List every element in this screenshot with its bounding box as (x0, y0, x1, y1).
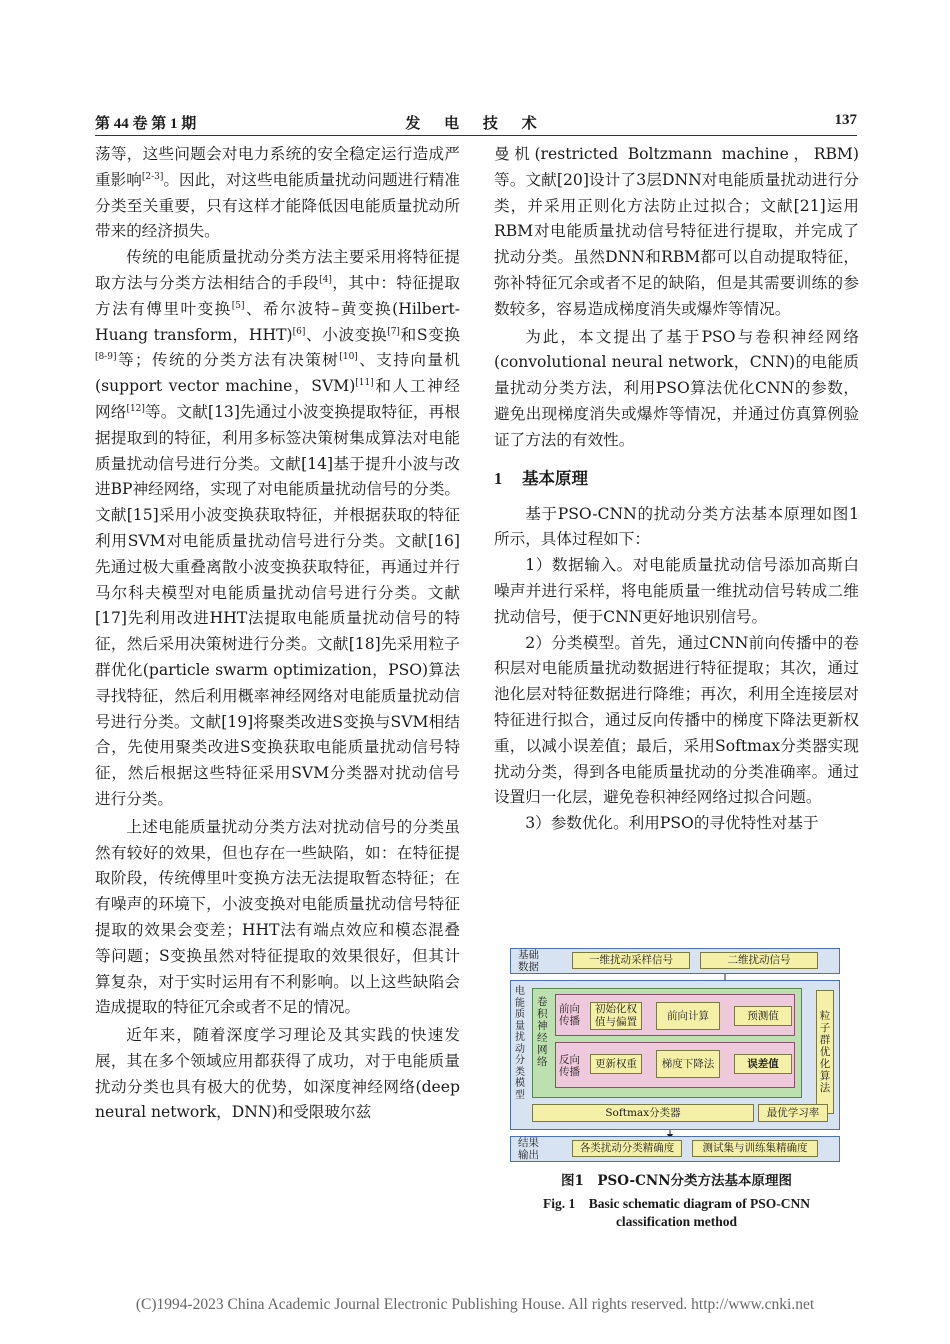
best-lr-box: 最优学习率 (758, 1104, 828, 1122)
paragraph: 传统的电能质量扰动分类方法主要采用将特征提取方法与分类方法相结合的手段[4]，其中：特征提取方法有傅里叶变换[5]、希尔波特–黄变换(Hilbert-Huang transform，HHT)[6]、小波变换[7]和S变换[8-9]等；传统的分类方法有决策树[10]、支持向量机(support vector machine，SVM)[11]和人工神经网络[12]等。文献[13]先通过小波变换提取特征，再根据提取到的特征，利用多标签决策树集成算法对电能质量扰动信号进行分类。文献[14]基于提升小波与改进BP神经网络，实现了对电能质量扰动信号的分类。文献[15]采用小波变换获取特征，并根据获取的特征利用SVM对电能质量扰动信号进行分类。文献[16]先通过极大重叠离散小波变换获取特征，再通过并行马尔科夫模型对电能质量扰动信号进行分类。文献[17]先利用改进HHT法提取电能质量扰动信号的特征，然后采用决策树进行分类。文献[18]先采用粒子群优化(particle swarm optimization，PSO)算法寻找特征，然后利用概率神经网络对电能质量扰动信号进行分类。文献[19]将聚类改进S变换与SVM相结合，先使用聚类改进S变换获取电能质量扰动信号特征，然后根据这些特征采用SVM分类器对扰动信号进行分类。 (95, 248, 461, 808)
softmax-box: Softmax分类器 (532, 1104, 754, 1122)
pso-box: 粒子群优化算法 (816, 990, 834, 1114)
left-column (95, 142, 460, 1126)
paragraph: 为此，本文提出了基于PSO与卷积神经网络(convolutional neural network，CNN)的电能质量扰动分类方法，利用PSO算法优化CNN的参数，避免出现梯度消失或爆炸等情况，并通过仿真算例验证了方法的有效性。 (494, 327, 859, 449)
accuracy-test-train-box: 测试集与训练集精确度 (692, 1140, 818, 1157)
model-layer-label: 电能质量扰动分类模型 (515, 986, 525, 1101)
paragraph: 3）参数优化。利用PSO的寻优特性对基于 (525, 814, 819, 833)
figure-caption-en: Fig. 1 Basic schematic diagram of PSO-CNN (543, 1196, 810, 1211)
figure-caption-en-2: classification method (615, 1214, 738, 1229)
backward-label: 反向传播 (559, 1054, 580, 1078)
paragraph: 近年来，随着深度学习理论及其实践的快速发展，其在多个领域应用都获得了成功，对于电能质量扰动分类也具有极大的优势，如深度神经网络(deep neural network，DNN)和受限玻尔兹 (95, 1026, 460, 1122)
prediction-box: 预测值 (734, 1006, 792, 1026)
page-number: 137 (834, 112, 857, 128)
update-weights-box: 更新权重 (590, 1054, 642, 1074)
forward-calc-box: 前向计算 (656, 1002, 720, 1030)
paragraph: 2）分类模型。首先，通过CNN前向传播中的卷积层对电能质量扰动数据进行特征提取；其次，通过池化层对特征数据进行降维；再次，利用全连接层对特征进行拟合，通过反向传播中的梯度下降法更新权重，以减小误差值；最后，采用Softmax分类器实现扰动分类，得到各电能质量扰动的分类准确率。通过设置归一化层，避免卷积神经网络过拟合问题。 (494, 633, 859, 807)
right-column (494, 142, 859, 837)
input-layer-label: 基础数据 (518, 949, 539, 973)
paragraph: 上述电能质量扰动分类方法对扰动信号的分类虽然有较好的效果，但也存在一些缺陷，如：在特征提取阶段，传统傅里叶变换方法无法提取暂态特征；在有噪声的环境下，小波变换对电能质量扰动信号特征提取的效果会变差；HHT法有端点效应和模态混叠等问题；S变换虽然对特征提取的效果很好，但其计算复杂，对于实时运用有不利影响。以上这些缺陷会造成提取的特征冗余或者不足的情况。 (95, 817, 460, 1017)
one-d-signal-box: 一维扰动采样信号 (572, 952, 690, 969)
figure-diagram (510, 944, 840, 1162)
section-title: 基本原理 (522, 468, 588, 488)
page-header (95, 112, 857, 134)
cnn-label: 卷积神经网络 (537, 996, 548, 1068)
error-box: 误差值 (734, 1054, 792, 1074)
accuracy-per-class-box: 各类扰动分类精确度 (572, 1140, 682, 1157)
two-d-signal-box: 二维扰动信号 (700, 952, 818, 969)
paragraph: 基于PSO-CNN的扰动分类方法基本原理如图1所示，具体过程如下： (494, 504, 859, 549)
journal-title: 发 电 技 术 (405, 116, 547, 132)
output-layer-label: 结果输出 (518, 1137, 539, 1161)
gradient-descent-box: 梯度下降法 (656, 1050, 720, 1078)
paragraph: 曼机(restricted Boltzmann machine，RBM)等。文献[20]设计了3层DNN对电能质量扰动进行分类，并采用正则化方法防止过拟合；文献[21]运用RBM对电能质量扰动信号特征进行提取，并完成了扰动分类。虽然DNN和RBM都可以自动提取特征，弥补特征冗余或者不足的缺陷，但是其需要训练的参数较多，容易造成梯度消失或爆炸等情况。 (494, 145, 859, 318)
paragraph: 荡等，这些问题会对电力系统的安全稳定运行造成严重影响[2-3]。因此，对这些电能质量扰动问题进行精准分类至关重要，只有这样才能降低因电能质量扰动所带来的经济损失。 (95, 145, 460, 241)
section-number: 1 (494, 468, 503, 488)
forward-label: 前向传播 (559, 1003, 580, 1027)
issue-label: 第 44 卷 第 1 期 (95, 116, 197, 132)
paragraph: 1）数据输入。对电能质量扰动信号添加高斯白噪声并进行采样，将电能质量一维扰动信号转成二维扰动信号，便于CNN更好地识别信号。 (494, 556, 859, 626)
init-weights-box: 初始化权值与偏置 (590, 1002, 642, 1030)
header-rule (95, 135, 857, 136)
section-heading (494, 464, 859, 494)
copyright-footer: (C)1994-2023 China Academic Journal Electronic Publishing House. All rights reserved. http://www.cnki.net (135, 1296, 815, 1313)
figure-caption-cn: 图1 PSO-CNN分类方法基本原理图 (560, 1173, 793, 1189)
